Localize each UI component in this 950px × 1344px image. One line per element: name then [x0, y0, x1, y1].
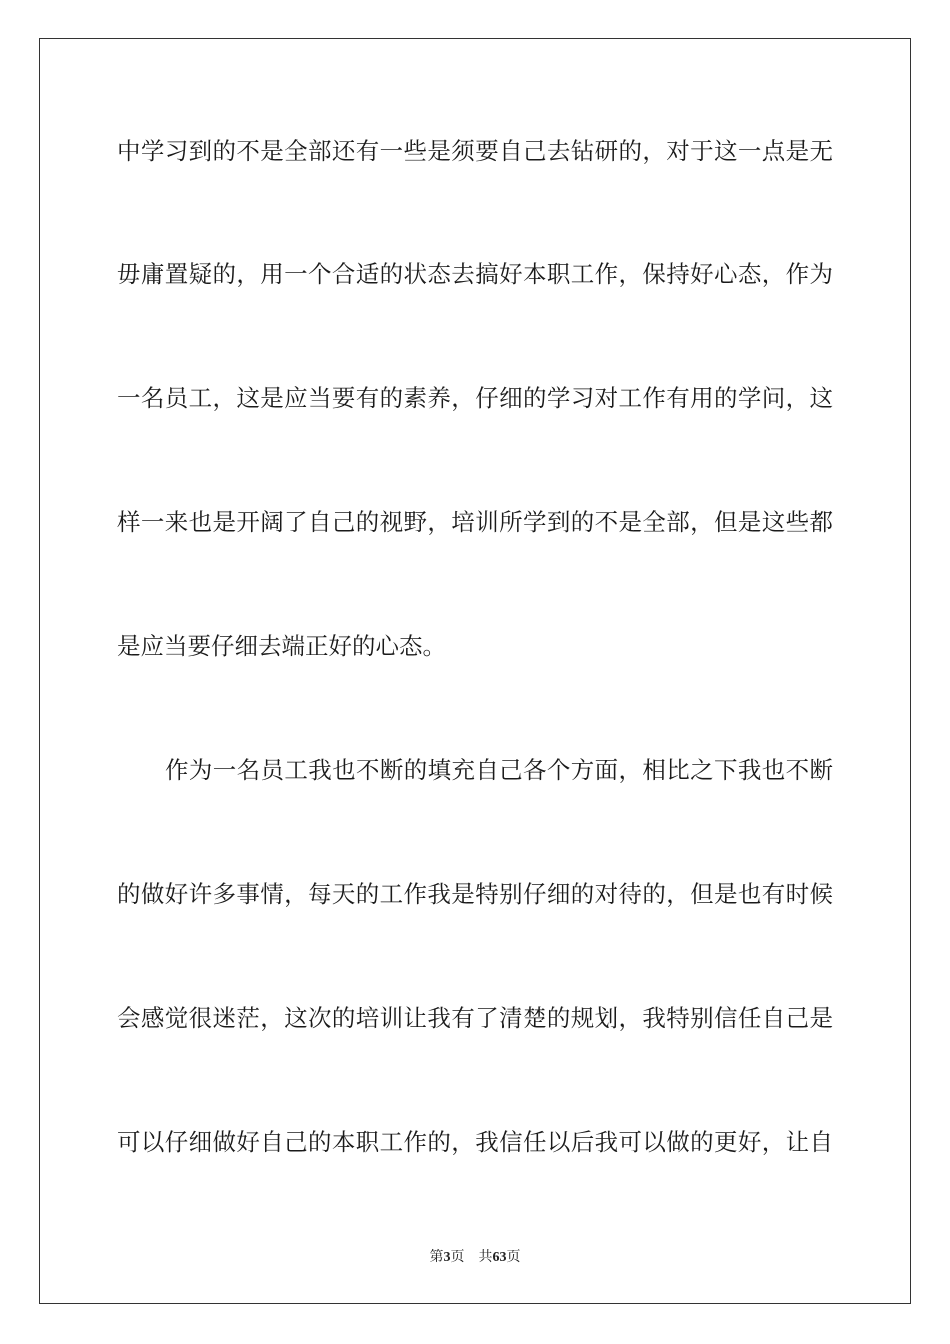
page-border [39, 38, 911, 1304]
total-prefix: 共 [478, 1249, 493, 1265]
page-number: 3 [443, 1250, 451, 1265]
paragraph-line-6: 作为一名员工我也不断的填充自己各个方面，相比之下我也不断 [165, 756, 833, 784]
paragraph-line-3: 一名员工，这是应当要有的素养，仔细的学习对工作有用的学问，这 [117, 384, 833, 412]
page-suffix: 页 [450, 1249, 465, 1265]
page-footer [0, 1247, 950, 1268]
paragraph-line-1: 中学习到的不是全部还有一些是须要自己去钻研的，对于这一点是无 [117, 137, 833, 165]
page-prefix: 第 [429, 1249, 444, 1265]
paragraph-line-9: 可以仔细做好自己的本职工作的，我信任以后我可以做的更好，让自 [117, 1128, 833, 1156]
paragraph-line-4: 样一来也是开阔了自己的视野，培训所学到的不是全部，但是这些都 [117, 508, 833, 536]
paragraph-line-7: 的做好许多事情，每天的工作我是特别仔细的对待的，但是也有时候 [117, 880, 833, 908]
paragraph-line-5: 是应当要仔细去端正好的心态。 [117, 632, 446, 660]
total-pages: 63 [492, 1250, 507, 1265]
total-suffix: 页 [506, 1249, 521, 1265]
paragraph-line-8: 会感觉很迷茫，这次的培训让我有了清楚的规划，我特别信任自己是 [117, 1004, 833, 1032]
paragraph-line-2: 毋庸置疑的，用一个合适的状态去搞好本职工作，保持好心态，作为 [117, 260, 833, 288]
